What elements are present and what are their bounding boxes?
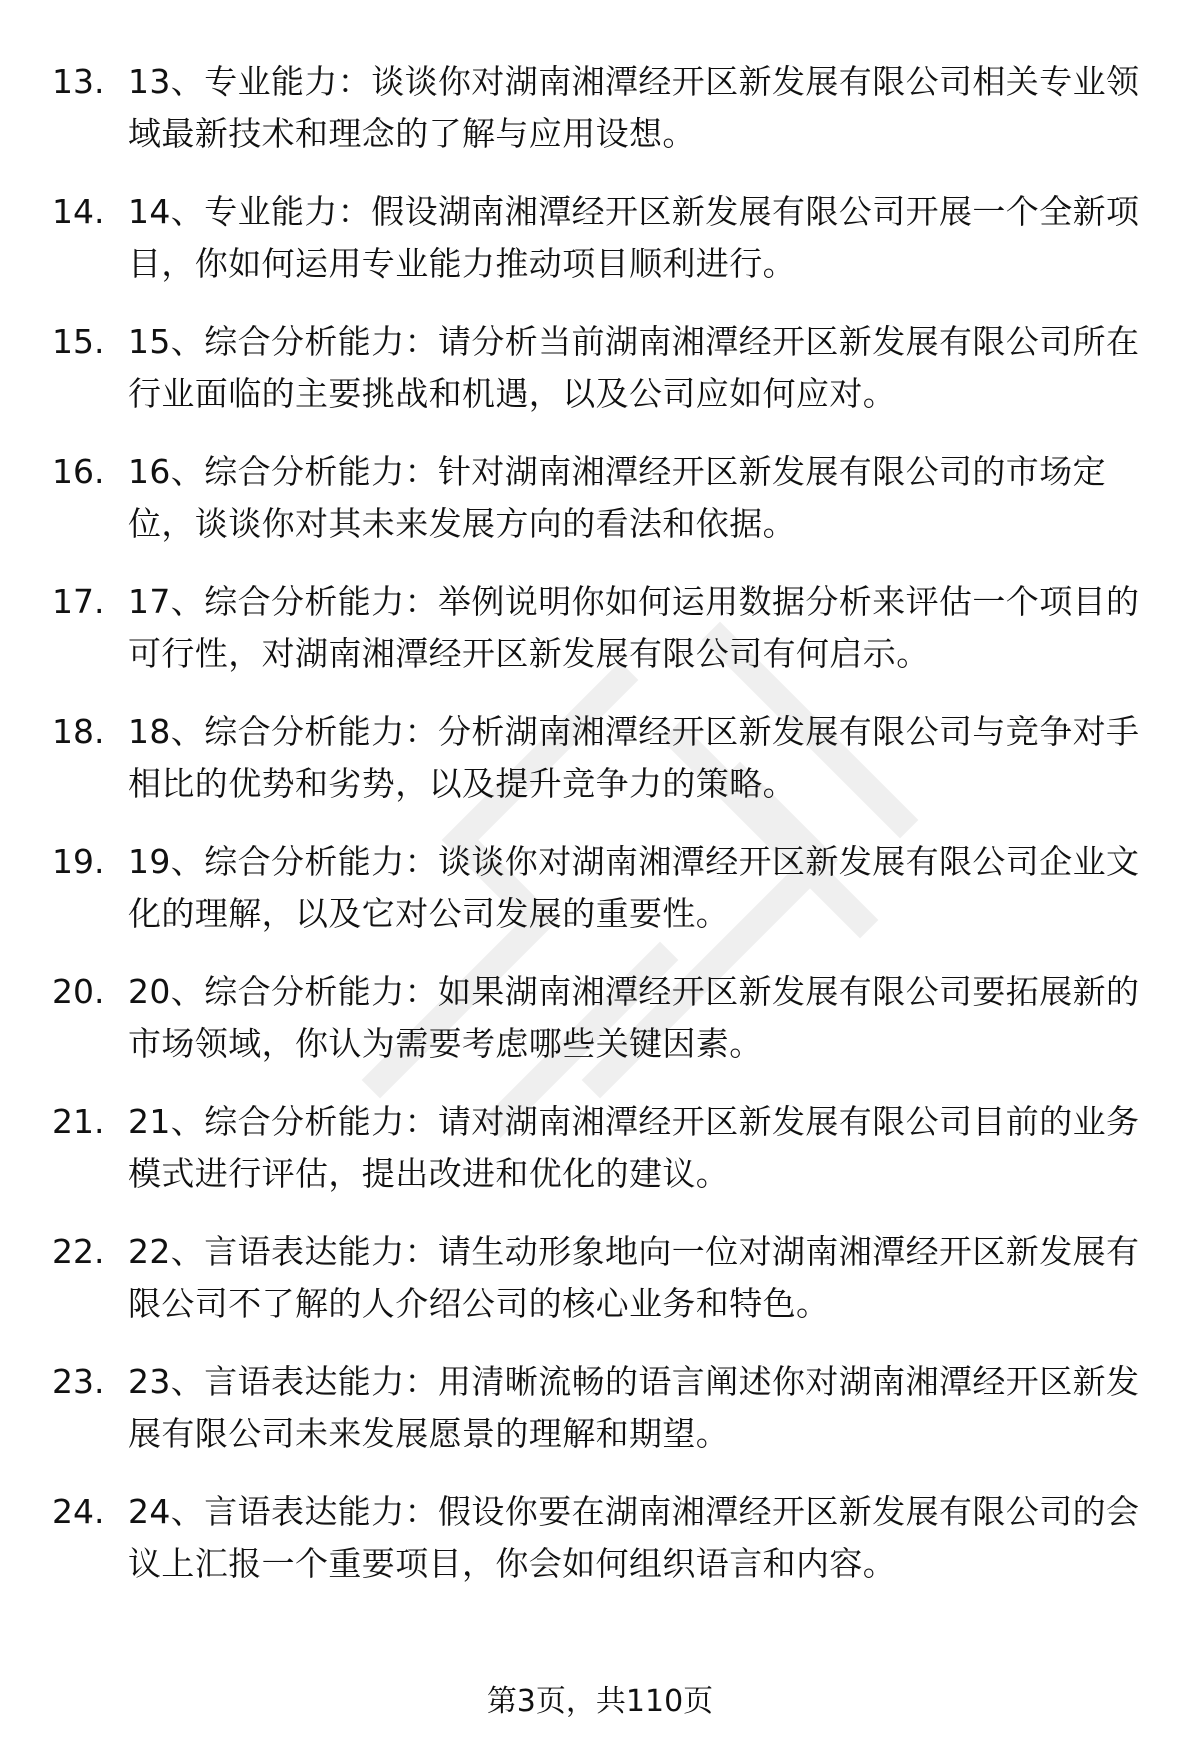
question-item <box>0 706 1200 816</box>
question-text: 17、综合分析能力：举例说明你如何运用数据分析来评估一个项目的可行性，对湖南湘潭经开区新发展有限公司有何启示。 <box>128 582 1140 673</box>
question-text: 16、综合分析能力：针对湖南湘潭经开区新发展有限公司的市场定位，谈谈你对其未来发展方向的看法和依据。 <box>128 452 1106 543</box>
question-item <box>0 1096 1200 1206</box>
question-text: 21、综合分析能力：请对湖南湘潭经开区新发展有限公司目前的业务模式进行评估，提出改进和优化的建议。 <box>128 1102 1140 1193</box>
question-number: 20. <box>52 972 105 1011</box>
question-text: 22、言语表达能力：请生动形象地向一位对湖南湘潭经开区新发展有限公司不了解的人介绍公司的核心业务和特色。 <box>128 1232 1140 1323</box>
page-footer <box>0 1680 1200 1724</box>
question-item <box>0 446 1200 556</box>
question-text: 19、综合分析能力：谈谈你对湖南湘潭经开区新发展有限公司企业文化的理解，以及它对公司发展的重要性。 <box>128 842 1140 933</box>
question-text: 13、专业能力：谈谈你对湖南湘潭经开区新发展有限公司相关专业领域最新技术和理念的了解与应用设想。 <box>128 62 1140 153</box>
question-number: 18. <box>52 712 105 751</box>
question-item <box>0 56 1200 166</box>
question-number: 13. <box>52 62 105 101</box>
question-number: 14. <box>52 192 105 231</box>
question-number: 24. <box>52 1492 105 1531</box>
question-number: 16. <box>52 452 105 491</box>
question-number: 21. <box>52 1102 105 1141</box>
question-item <box>0 836 1200 946</box>
question-text: 23、言语表达能力：用清晰流畅的语言阐述你对湖南湘潭经开区新发展有限公司未来发展愿景的理解和期望。 <box>128 1362 1140 1453</box>
question-item <box>0 1356 1200 1466</box>
question-item <box>0 1226 1200 1336</box>
question-text: 18、综合分析能力：分析湖南湘潭经开区新发展有限公司与竞争对手相比的优势和劣势，以及提升竞争力的策略。 <box>128 712 1140 803</box>
question-text: 20、综合分析能力：如果湖南湘潭经开区新发展有限公司要拓展新的市场领域，你认为需要考虑哪些关键因素。 <box>128 972 1140 1063</box>
question-item <box>0 316 1200 426</box>
question-text: 15、综合分析能力：请分析当前湖南湘潭经开区新发展有限公司所在行业面临的主要挑战和机遇，以及公司应如何应对。 <box>128 322 1140 413</box>
question-item <box>0 966 1200 1076</box>
question-text: 24、言语表达能力：假设你要在湖南湘潭经开区新发展有限公司的会议上汇报一个重要项目，你会如何组织语言和内容。 <box>128 1492 1140 1583</box>
question-text: 14、专业能力：假设湖南湘潭经开区新发展有限公司开展一个全新项目，你如何运用专业能力推动项目顺利进行。 <box>128 192 1140 283</box>
question-number: 17. <box>52 582 105 621</box>
question-number: 22. <box>52 1232 105 1271</box>
page-number-label: 第3页，共110页 <box>486 1684 714 1719</box>
question-item <box>0 576 1200 686</box>
question-number: 19. <box>52 842 105 881</box>
question-number: 23. <box>52 1362 105 1401</box>
question-item <box>0 1486 1200 1596</box>
question-item <box>0 186 1200 296</box>
question-number: 15. <box>52 322 105 361</box>
